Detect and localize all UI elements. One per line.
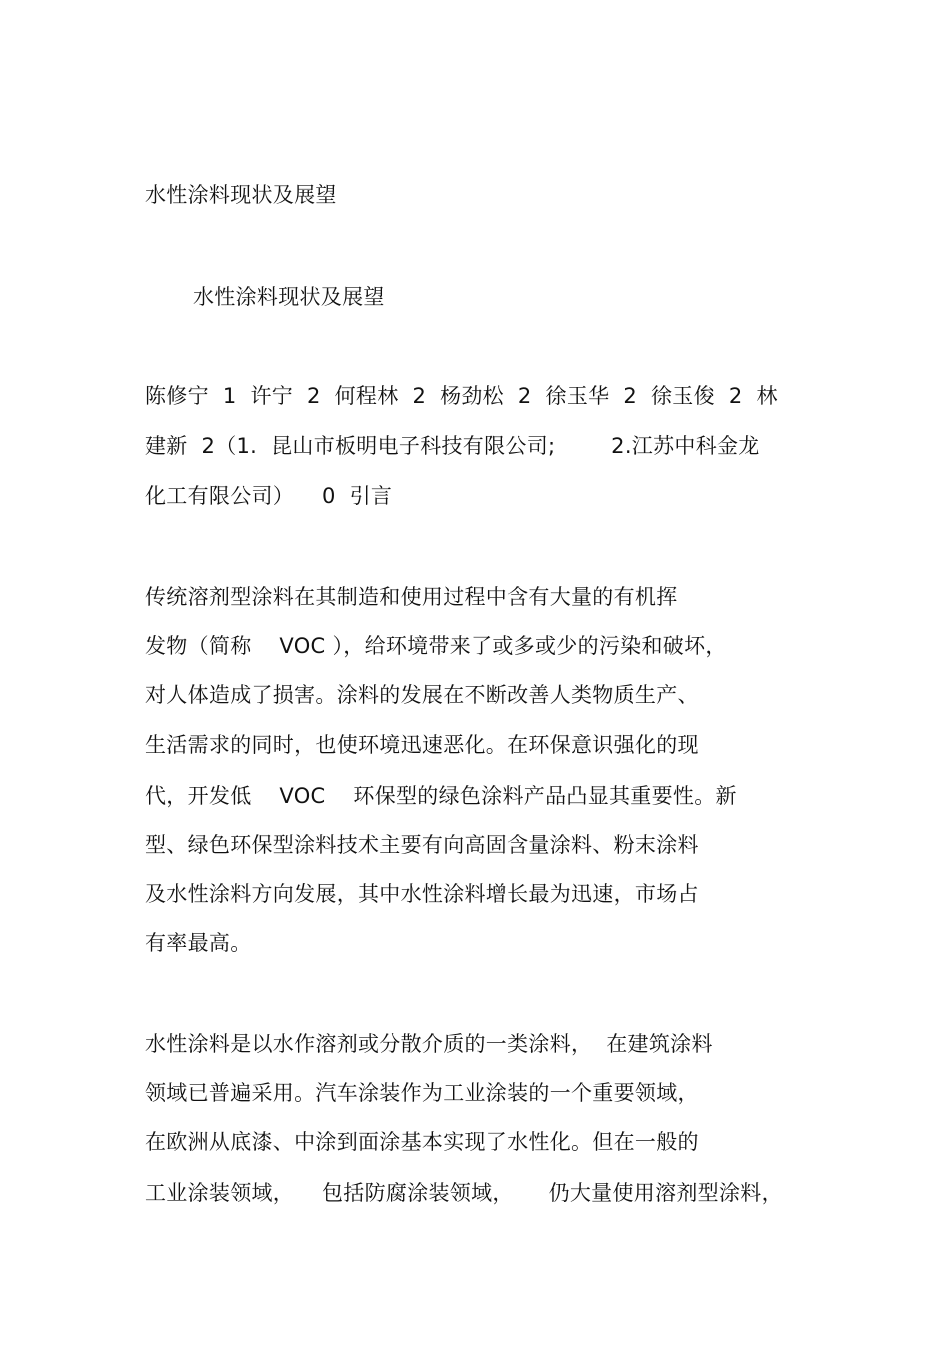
- paragraph-line: 有率最高。: [145, 931, 252, 955]
- authors-line: 化工有限公司） 0 引言: [145, 484, 393, 508]
- paragraph-line: 水性涂料是以水作溶剂或分散介质的一类涂料， 在建筑涂料: [145, 1032, 713, 1056]
- paragraph-line: 在欧洲从底漆、中涂到面涂基本实现了水性化。但在一般的: [145, 1130, 699, 1154]
- authors-line: 陈修宁 1 许宁 2 何程林 2 杨劲松 2 徐玉华 2 徐玉俊 2 林: [145, 384, 778, 408]
- article-title: 水性涂料现状及展望: [193, 285, 385, 309]
- paragraph-line: 传统溶剂型涂料在其制造和使用过程中含有大量的有机挥: [145, 585, 678, 609]
- paragraph-line: 生活需求的同时，也使环境迅速恶化。在环保意识强化的现: [145, 733, 699, 757]
- paragraph-line: 代，开发低 VOC 环保型的绿色涂料产品凸显其重要性。新: [145, 784, 737, 808]
- paragraph-line: 对人体造成了损害。涂料的发展在不断改善人类物质生产、: [145, 683, 699, 707]
- paragraph-line: 工业涂装领域， 包括防腐涂装领域， 仍大量使用溶剂型涂料，: [145, 1181, 783, 1205]
- paragraph-line: 及水性涂料方向发展，其中水性涂料增长最为迅速，市场占: [145, 882, 699, 906]
- paragraph-line: 发物（简称 VOC ），给环境带来了或多或少的污染和破坏，: [145, 634, 727, 658]
- paragraph-line: 型、绿色环保型涂料技术主要有向高固含量涂料、粉末涂料: [145, 833, 699, 857]
- authors-line: 建新 2（1. 昆山市板明电子科技有限公司; 2.江苏中科金龙: [145, 434, 760, 458]
- header-title: 水性涂料现状及展望: [145, 183, 337, 207]
- paragraph-line: 领域已普遍采用。汽车涂装作为工业涂装的一个重要领域，: [145, 1081, 699, 1105]
